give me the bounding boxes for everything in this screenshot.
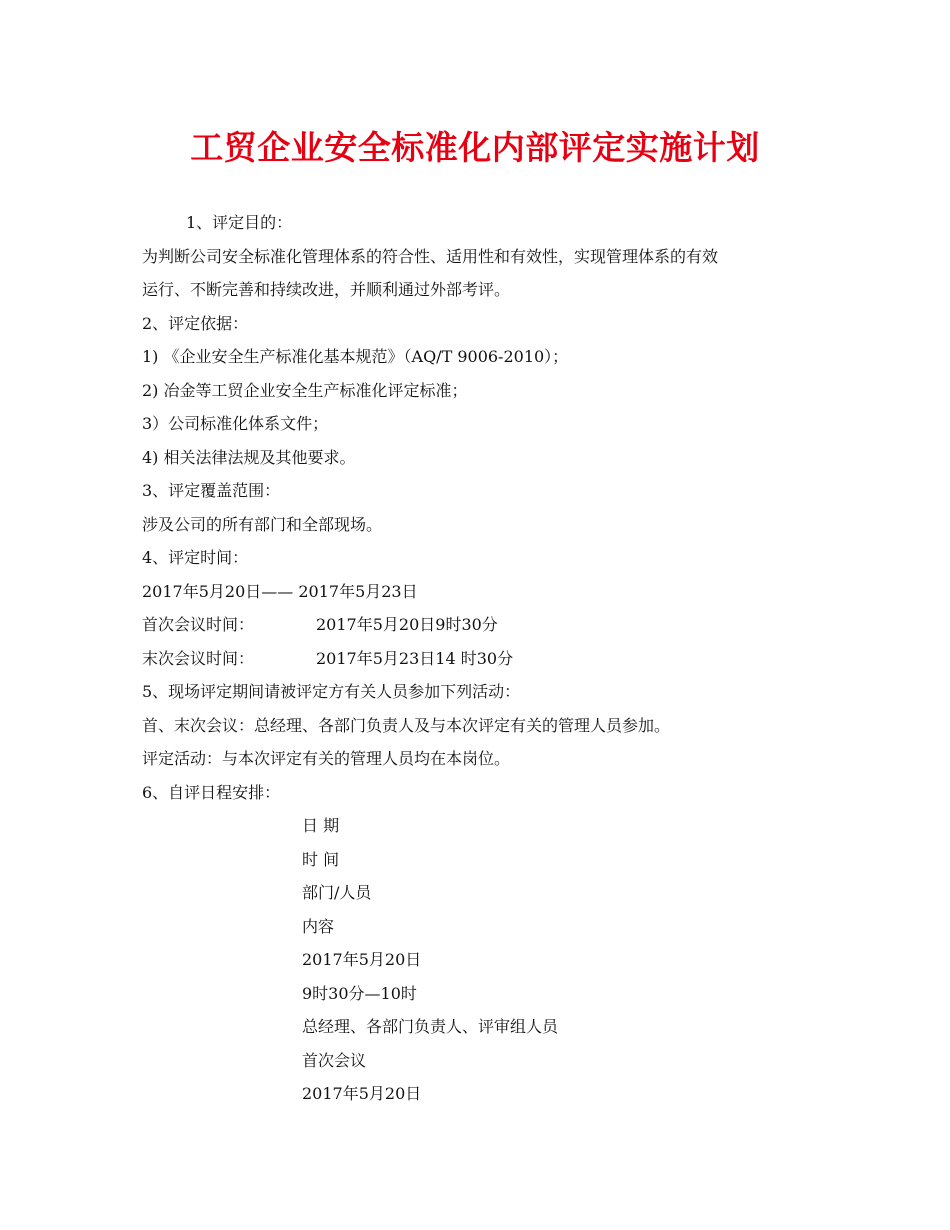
schedule-item: 日 期 [302, 816, 340, 835]
purpose-line-1: 为判断公司安全标准化管理体系的符合性、适用性和有效性，实现管理体系的有效 [142, 246, 719, 266]
basis-item-3: 3）公司标准化体系文件； [142, 414, 329, 433]
activities-heading: 5、现场评定期间请被评定方有关人员参加下列活动： [142, 682, 521, 701]
first-meeting-value: 2017年5月20日9时30分 [316, 615, 498, 634]
document-title: 工贸企业安全标准化内部评定实施计划 [190, 128, 760, 167]
basis-item-4: 4) 相关法律法规及其他要求。 [142, 447, 356, 467]
activities-line-2: 评定活动：与本次评定有关的管理人员均在本岗位。 [142, 749, 511, 768]
scope-heading: 3、评定覆盖范围： [142, 481, 281, 500]
schedule-item: 2017年5月20日 [302, 1084, 422, 1103]
schedule-heading: 6、自评日程安排： [142, 782, 281, 802]
schedule-item: 总经理、各部门负责人、评审组人员 [302, 1017, 559, 1036]
first-meeting-row [142, 608, 822, 642]
time-heading: 4、评定时间： [142, 548, 249, 567]
basis-item-2: 2) 冶金等工贸企业安全生产标准化评定标准； [142, 380, 468, 400]
first-meeting-label: 首次会议时间： [142, 615, 255, 634]
schedule-item: 时 间 [302, 849, 340, 869]
basis-item-1: 1) 《企业安全生产标准化基本规范》（AQ/T 9006-2010）； [142, 347, 569, 366]
basis-heading: 2、评定依据： [142, 313, 249, 333]
last-meeting-row [142, 642, 822, 676]
schedule-item: 9时30分—10时 [302, 983, 417, 1003]
purpose-line-2: 运行、不断完善和持续改进，并顺利通过外部考评。 [142, 280, 511, 299]
last-meeting-label: 末次会议时间： [142, 648, 255, 668]
scope-text: 涉及公司的所有部门和全部现场。 [142, 514, 383, 534]
schedule-item: 首次会议 [302, 1050, 367, 1070]
time-range: 2017年5月20日—— 2017年5月23日 [142, 581, 418, 601]
schedule-item: 部门/人员 [302, 883, 372, 902]
last-meeting-value: 2017年5月23日14 时30分 [316, 648, 514, 668]
schedule-item: 2017年5月20日 [302, 950, 422, 969]
document-body [142, 206, 822, 1111]
purpose-heading: 1、评定目的： [186, 213, 293, 232]
schedule-item: 内容 [302, 916, 335, 936]
activities-line-1: 首、末次会议：总经理、各部门负责人及与本次评定有关的管理人员参加。 [142, 715, 671, 735]
